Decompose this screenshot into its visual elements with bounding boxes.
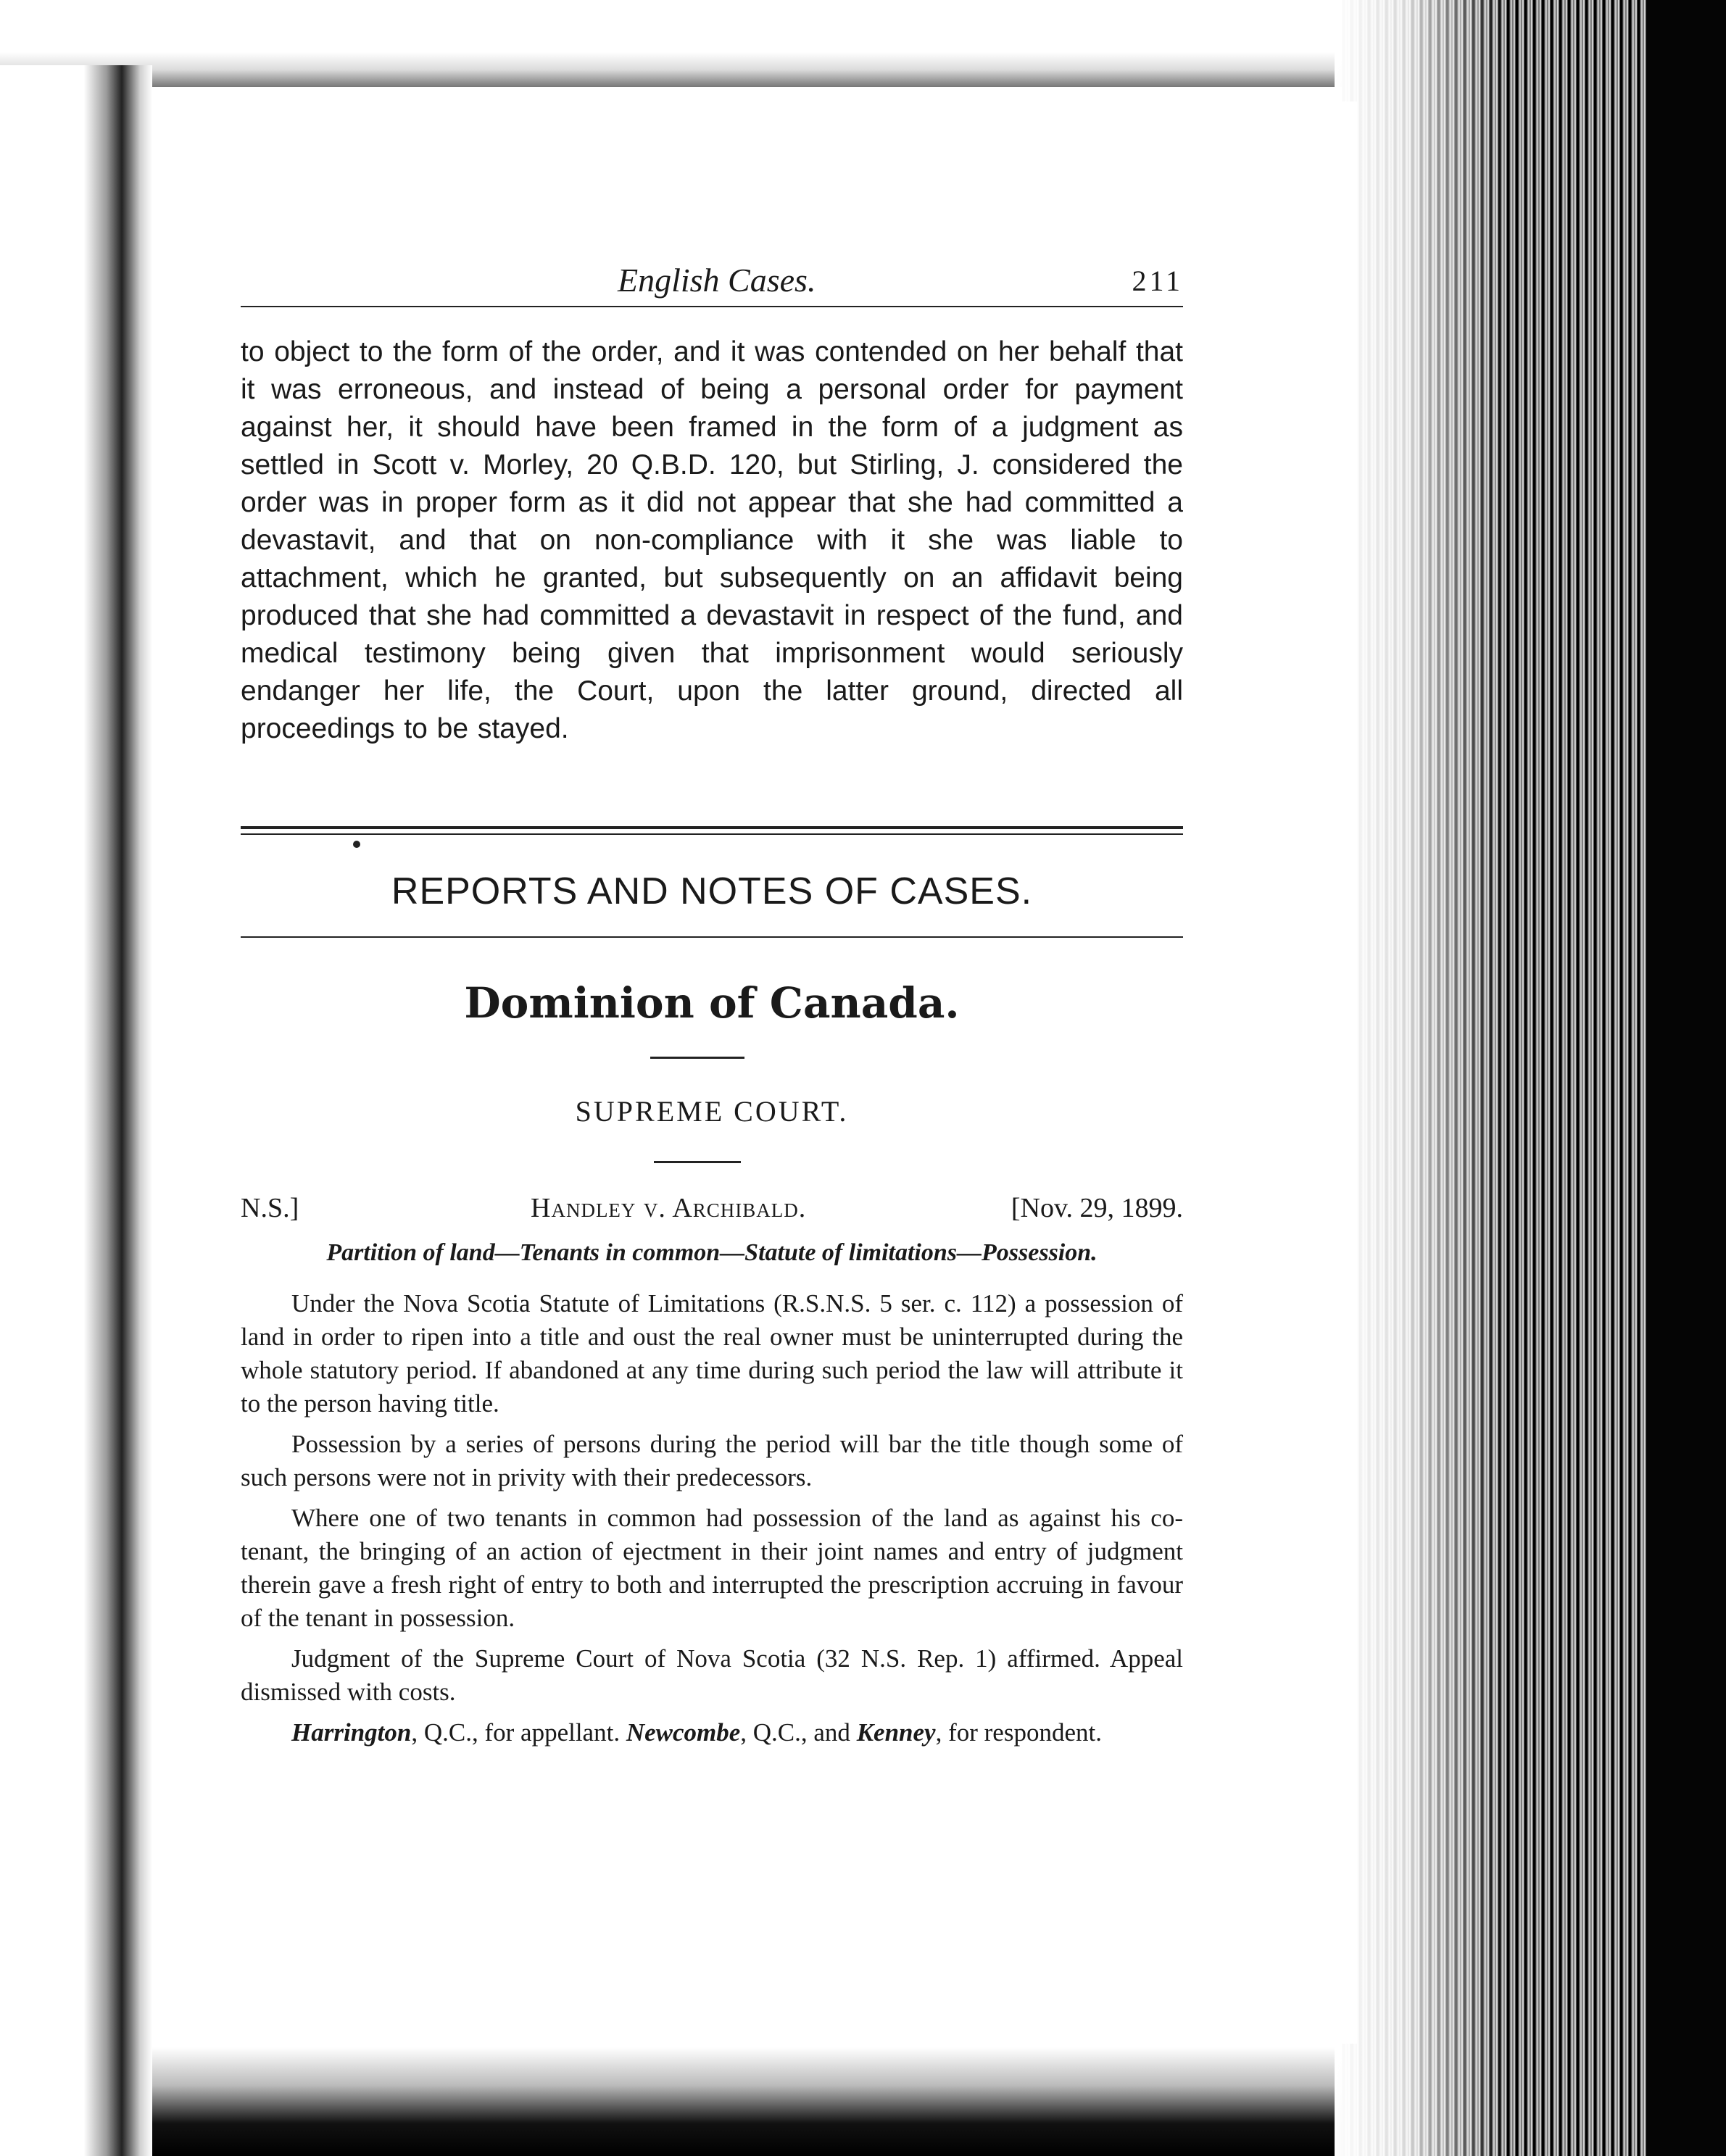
jurisdiction-title: Dominion of Canada. <box>464 978 960 1028</box>
case-caption <box>241 1192 1183 1228</box>
running-head: English Cases. <box>618 262 816 299</box>
scan-left-edge <box>0 65 152 2156</box>
reports-rule <box>241 936 1183 938</box>
short-rule-2 <box>654 1161 741 1163</box>
court-title: SUPREME COURT. <box>575 1095 849 1128</box>
headnotes <box>241 1287 1183 1757</box>
case-province: N.S.] <box>241 1193 299 1223</box>
section-double-rule-bottom <box>241 833 1183 835</box>
scan-right-shadow <box>1646 0 1726 2156</box>
appellant-text: , Q.C., for appellant. <box>411 1718 626 1747</box>
case-date: [Nov. 29, 1899. <box>1011 1193 1183 1223</box>
headnote-4: Judgment of the Supreme Court of Nova Scotia (32 N.S. Rep. 1) affirmed. Appeal dismissed with costs. <box>241 1644 1183 1706</box>
page-header <box>241 261 1183 304</box>
headnote-3: Where one of two tenants in common had possession of the land as against his co-tenant, the bringing of an action of ejectment in their joint names and entry of judgment therein gave a fresh right of entry to both and interrupted the prescription accruing in favour of the tenant in possession. <box>241 1504 1183 1632</box>
page-number: 211 <box>1132 265 1183 297</box>
counsel-line <box>241 1716 1183 1749</box>
respondent-counsel-1: Newcombe <box>626 1718 741 1747</box>
section-double-rule-top <box>241 826 1183 829</box>
continued-paragraph: to object to the form of the order, and it was contended on her behalf that it was erroneous, and instead of being a personal order for payment against her, it should have been framed in the form of a judgment as settled in Scott v. Morley, 20 Q.B.D. 120, but Stirling, J. considered the order was in proper form as it did not appear that she had committed a devastavit, and that on non-compliance with it she was liable to attachment, which he granted, but subsequently on an affidavit being produced that she had committed a devastavit in respect of the fund, and medical testimony being given that imprisonment would seriously endanger her life, the Court, upon the latter ground, directed all proceedings to be stayed. <box>241 336 1183 744</box>
ink-dot <box>353 841 360 848</box>
headnote-2: Possession by a series of persons during the period will bar the title though some of such persons were not in privity with their predecessors. <box>241 1430 1183 1491</box>
respondent-text-1: , Q.C., and <box>740 1718 857 1747</box>
scan-edge-fade <box>1335 0 1509 2156</box>
reports-title: REPORTS AND NOTES OF CASES. <box>391 870 1033 912</box>
case-subject: Partition of land—Tenants in common—Statute of limitations—Possession. <box>326 1239 1098 1266</box>
headnote-1: Under the Nova Scotia Statute of Limitations (R.S.N.S. 5 ser. c. 112) a possession of land in order to ripen into a title and oust the real owner must be uninterrupted during the whole statutory period. If abandoned at any time during such period the law will attribute it to the person having title. <box>241 1289 1183 1418</box>
book-page <box>154 101 1357 2044</box>
respondent-counsel-2: Kenney <box>856 1718 936 1747</box>
appellant-counsel: Harrington <box>291 1718 412 1747</box>
header-rule <box>241 306 1183 307</box>
case-name: Handley v. Archibald. <box>531 1193 807 1223</box>
short-rule-1 <box>650 1057 744 1059</box>
respondent-text-2: , for respondent. <box>935 1718 1102 1747</box>
